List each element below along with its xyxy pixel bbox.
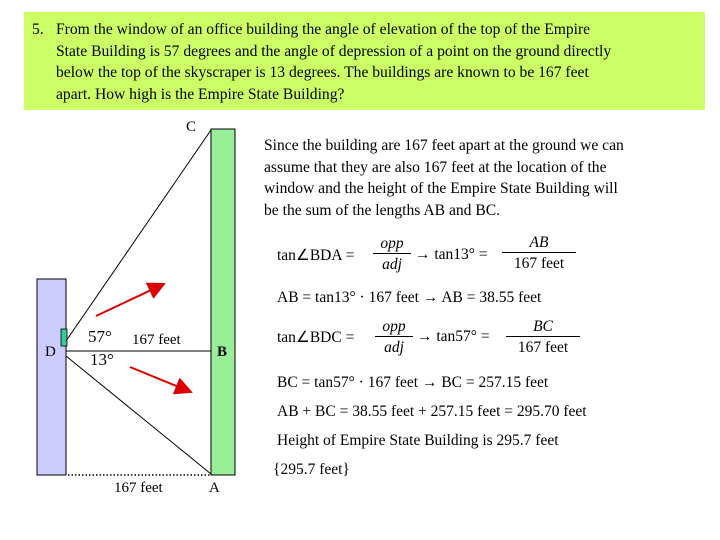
distance-label-bottom: 167 feet: [114, 480, 163, 496]
empire-state-building: [211, 129, 235, 475]
eq1-fraction: opp adj: [373, 235, 411, 276]
label-a: A: [209, 480, 220, 496]
angle-depression: 13°: [90, 350, 114, 369]
distance-label-mid: 167 feet: [132, 332, 181, 348]
eq3-fraction: opp adj: [375, 318, 413, 359]
line-da: [66, 356, 211, 474]
eq5: AB + BC = 38.55 feet + 257.15 feet = 295.70 feet: [277, 403, 587, 420]
eq1-mid: → tan13° =: [415, 246, 488, 263]
label-d: D: [45, 344, 56, 360]
angle-elevation: 57°: [88, 327, 112, 346]
eq3-mid: → tan57° =: [417, 328, 490, 345]
problem-number: 5.: [32, 21, 44, 38]
explanation-text: Since the building are 167 feet apart at the ground we can assume that they are also 167 feet at the location of the window and the height of the Empire State Building will be the sum of the lengths AB and BC.: [264, 137, 624, 219]
elevation-arrow: [96, 284, 164, 316]
line-dc: [66, 130, 211, 341]
eq4: BC = tan57° · 167 feet → BC = 257.15 feet: [277, 374, 549, 391]
eq2: AB = tan13° · 167 feet → AB = 38.55 feet: [277, 289, 542, 306]
problem-line: 5. From the window of an office building the angle of elevation of the top of the Empire: [32, 19, 697, 41]
depression-arrow: [130, 367, 191, 392]
eq1-lhs: tan∠BDA =: [277, 247, 355, 264]
eq3-fraction-2: BC 167 feet: [506, 318, 580, 359]
label-b: B: [217, 344, 228, 360]
eq6-height-statement: Height of Empire State Building is 295.7 feet: [277, 432, 559, 449]
problem-line: State Building is 57 degrees and the angle of depression of a point on the ground directly: [56, 42, 612, 60]
problem-line: apart. How high is the Empire State Building?: [56, 85, 345, 103]
final-answer: {295.7 feet}: [273, 461, 350, 478]
eq3-lhs: tan∠BDC =: [277, 329, 355, 346]
label-c: C: [186, 119, 197, 135]
eq1-fraction-2: AB 167 feet: [502, 234, 576, 275]
window: [61, 329, 67, 346]
problem-line: below the top of the skyscraper is 13 degrees. The buildings are known to be 167 feet: [56, 64, 589, 81]
office-building: [37, 279, 66, 475]
